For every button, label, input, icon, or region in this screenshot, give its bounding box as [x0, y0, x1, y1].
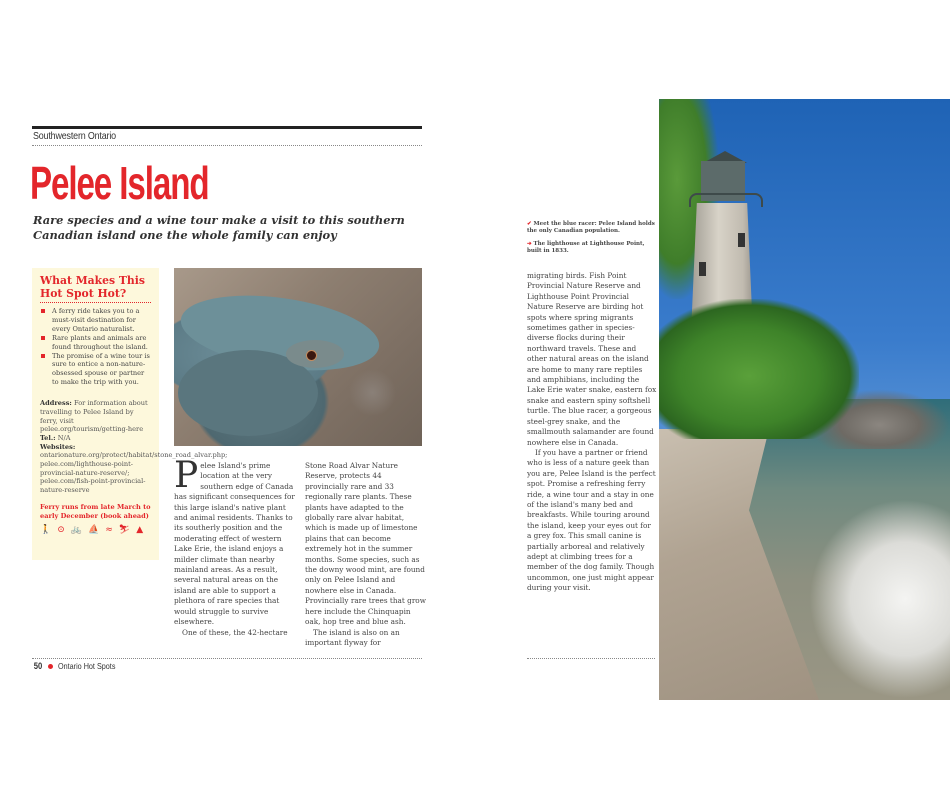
page-footer: [33, 661, 126, 671]
footer-dotted-divider-left: [32, 658, 422, 659]
skiing-icon: ⛷: [118, 524, 131, 535]
websites-text: ontarionature.org/protect/habitat/stone_road_alvar.php; pelee.com/lighthouse-point-provincial-nature-reserve/; pelee.com/fish-point-provincial-nature-reserve: [40, 451, 228, 495]
snake-caption-text: Meet the blue racer: Pelee Island holds the only Canadian population.: [527, 221, 655, 234]
sidebar-bullet: A ferry ride takes you to a must-visit destination for every Ontario naturalist.: [40, 307, 151, 334]
bush-shape: [659, 299, 859, 439]
canoeing-icon: ⛵: [87, 524, 100, 535]
lighthouse-window-shape: [699, 262, 706, 276]
blue-racer-photo: [174, 268, 422, 446]
sidebar-dotted-divider: [40, 302, 151, 303]
lighthouse-photo: [659, 99, 950, 700]
caption-arrow-icon: ✔: [527, 221, 532, 227]
subtitle-line-2: Canadian island one the whole family can enjoy: [33, 228, 337, 242]
page-subtitle: [33, 213, 433, 243]
footer-bullet-icon: [48, 664, 53, 669]
lighthouse-caption-text: The lighthouse at Lighthouse Point, built in 1833.: [527, 241, 645, 254]
lighthouse-caption: [527, 241, 657, 255]
address-label: Address:: [40, 399, 72, 408]
cycling-icon: 🚲: [70, 524, 82, 535]
hiking-icon: 🚶: [40, 524, 52, 535]
drop-cap: P: [174, 455, 199, 496]
header-rule: [32, 126, 422, 129]
ferry-note: Ferry runs from late March to early December (book ahead): [40, 502, 151, 520]
activity-icons: [40, 525, 151, 535]
wave-foam-shape: [809, 499, 950, 699]
col3-paragraph-2: If you have a partner or friend who is less of a nature geek than you are, Pelee Island is the perfect spot. Promise a refreshing ferry ride, a wine tour and a stay in one of the island's many bed and breakfasts. While touring around the island, keep your eyes out for a grey fox. This small canine is partially arboreal and relatively adept at climbing trees for a member of the dog family. Though uncommon, one just might appear during your visit.: [527, 447, 656, 593]
page-number: 50: [33, 661, 43, 671]
col2-paragraph-1: Stone Road Alvar Nature Reserve, protects 44 provincially rare and 33 regionally rare plants. These plants have adapted to the globally rare alvar habitat, which is made up of limestone plains that can become extremely hot in the summer months. Some species, such as the downy wood mint, are found only on Pelee Island and nowhere else in Canada. Provincially rare trees that grow here include the Chinquapin oak, hop tree and blue ash.: [305, 461, 426, 627]
photo-captions: [527, 221, 657, 261]
book-title: Ontario Hot Spots: [58, 661, 116, 671]
body-column-2: [305, 461, 427, 648]
swimming-icon: ≈: [105, 524, 113, 535]
snake-eye-shape: [306, 350, 317, 361]
body-column-3: [527, 271, 657, 594]
sidebar-bullet: The promise of a wine tour is sure to entice a non-nature-obsessed spouse or partner to make the trip with you.: [40, 352, 151, 388]
binoculars-icon: ⊙: [57, 524, 65, 535]
hot-spot-sidebar: [32, 268, 228, 560]
subtitle-line-1: Rare species and a wine tour make a visit to this southern: [33, 213, 405, 227]
page-title: Pelee Island: [30, 157, 209, 209]
sidebar-bullet-list: [40, 307, 151, 387]
tel-text: N/A: [57, 433, 71, 442]
col3-paragraph-1: migrating birds. Fish Point Provincial Nature Reserve and Lighthouse Point Provincial Nature Reserve are birding hot spots where spring migrants sometimes gather in species-diverse flocks during their northward travels. These and other natural areas on the island are home to many rare reptiles and amphibians, including the Lake Erie water snake, eastern fox snake and eastern spiny softshell turtle. The blue racer, a gorgeous steel-grey snake, and the smallmouth salamander are found nowhere else in Canada.: [527, 271, 657, 447]
section-label: Southwestern Ontario: [33, 130, 116, 142]
tel-label: Tel.:: [40, 433, 56, 442]
col1-paragraph-2: One of these, the 42-hectare: [182, 627, 288, 637]
sidebar-heading: [40, 274, 151, 300]
address-text: For information about travelling to Pelee Island by ferry, visit pelee.org/tourism/getting-here: [40, 399, 148, 434]
camping-icon: ▲: [136, 524, 144, 535]
col2-paragraph-2: The island is also on an important flyway for: [305, 627, 400, 647]
sidebar-bullet: Rare plants and animals are found throughout the island.: [40, 334, 151, 352]
col1-paragraph-1: elee Island's prime location at the very southern edge of Canada has significant consequences for this large island's native plant and animal residents. Thanks to its southerly position and the moderating effect of western Lake Erie, the island enjoys a milder climate than nearby mainland areas. As a result, several natural areas on the island are able to support a plethora of rare species that would struggle to survive elsewhere.: [174, 461, 295, 627]
caption-arrow-icon: ➔: [527, 241, 532, 247]
snake-caption: [527, 221, 657, 235]
sidebar-contact-info: [40, 399, 228, 495]
sidebar-heading-line-2: Hot Spot Hot?: [40, 287, 127, 300]
footer-dotted-divider-right: [527, 658, 655, 659]
body-column-1: [174, 455, 298, 638]
sidebar-heading-line-1: What Makes This: [40, 274, 145, 287]
header-dotted-divider: [32, 145, 422, 146]
lighthouse-window-shape: [738, 233, 745, 247]
websites-label: Websites:: [40, 442, 76, 451]
